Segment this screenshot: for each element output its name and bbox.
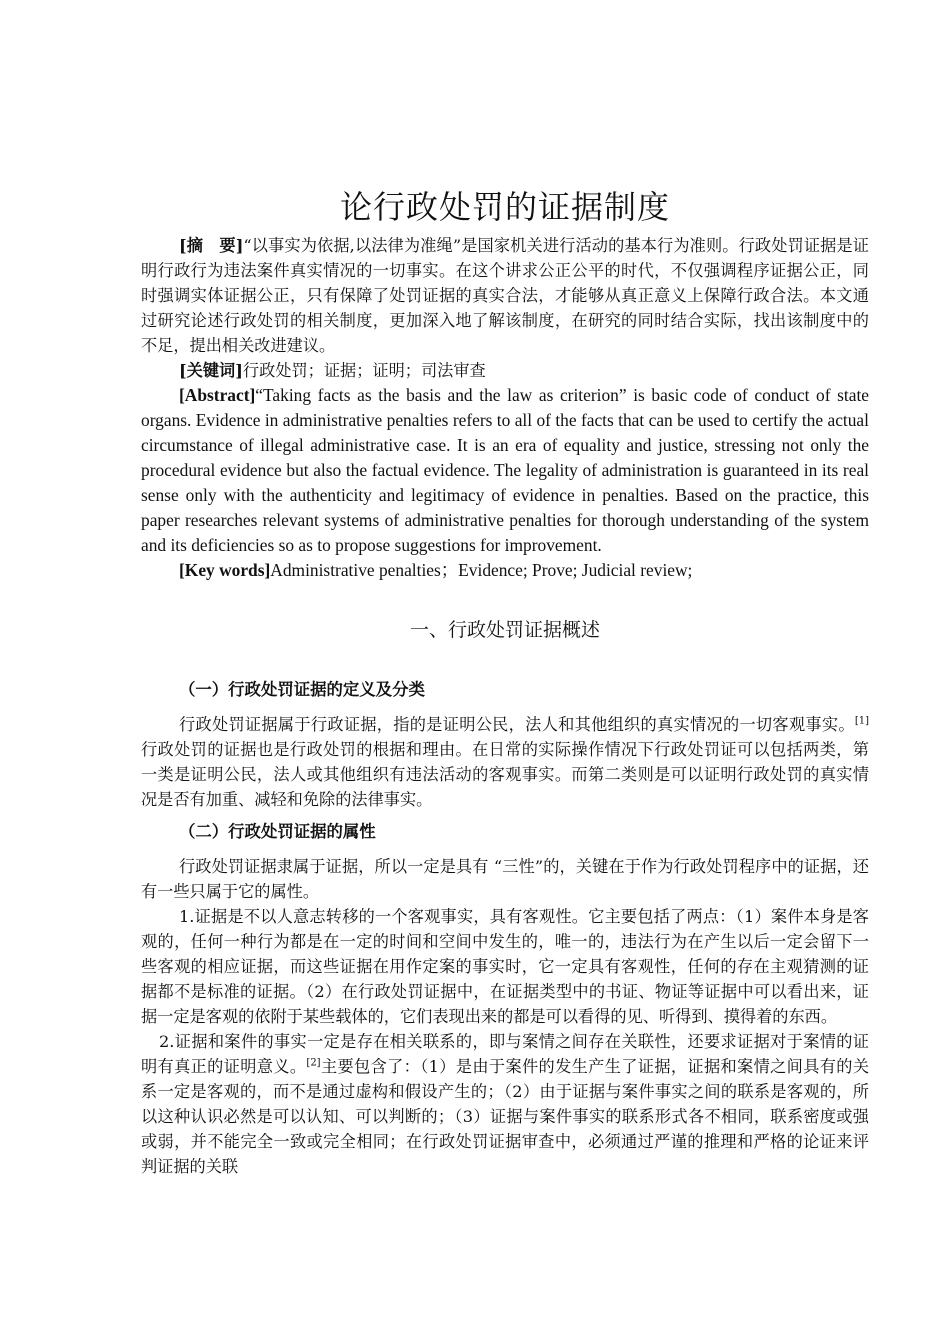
- abstract-cn: [141, 233, 869, 358]
- section-heading: 一、行政处罚证据概述: [409, 619, 600, 641]
- definition-text-b: 行政处罚的证据也是行政处罚的根据和理由。在日常的实际操作情况下行政处罚证可以包括两类，第一类是证明公民，法人或其他组织有违法活动的客观事实。而第二类则是可以证明行政处罚的真实情况是否有加重、减轻和免除的法律事实。: [141, 740, 869, 809]
- definition-paragraph: [141, 712, 869, 812]
- keywords-cn-label: [关键词]: [179, 361, 243, 380]
- keywords-en: [141, 558, 869, 583]
- citation-ref-1: [1]: [854, 715, 869, 727]
- keywords-en-label: [Key words]: [179, 560, 271, 580]
- attributes-paragraph-intro: 行政处罚证据隶属于证据，所以一定是具有 “三性”的，关键在于作为行政处罚程序中的证据，还有一些只属于它的属性。: [141, 857, 869, 901]
- subsection-heading-attributes: （二）行政处罚证据的属性: [179, 822, 376, 841]
- definition-text-a: 行政处罚证据属于行政证据，指的是证明公民，法人和其他组织的真实情况的一切客观事实。: [179, 715, 855, 734]
- keywords-cn: [141, 358, 869, 383]
- abstract-en-text: “Taking facts as the basis and the law as criterion” is basic code of conduct of state organs. Evidence in administrative penalties refers to all of the facts that can be used to certify the actual circumstance of illegal administrative case. It is an era of equality and justice, stressing not only the procedural evidence but also the factual evidence. The legality of administration is guaranteed in its real sense only with the authenticity and legitimacy of evidence in penalties. Based on the practice, this paper researches relevant systems of administrative penalties for thorough understanding of the system and its deficiencies so as to propose suggestions for improvement.: [141, 385, 869, 555]
- relevance-text-b: 主要包含了：（1）是由于案件的发生产生了证据，证据和案情之间具有的关系一定是客观的，而不是通过虚构和假设产生的；（2）由于证据与案件事实之间的联系是客观的，所以这种认识必然是可以认知、可以判断的；（3）证据与案件事实的联系形式各不相同，联系密度或强或弱，并不能完全一致或完全相同；在行政处罚证据审查中，必须通过严谨的推理和严格的论证来评判证据的关联: [141, 1057, 870, 1176]
- keywords-en-text: Administrative penalties；Evidence; Prove; Judicial review;: [270, 560, 693, 580]
- attributes-paragraph-objectivity: 1.证据是不以人意志转移的一个客观事实，具有客观性。它主要包括了两点：（1）案件本身是客观的，任何一种行为都是在一定的时间和空间中发生的，唯一的，违法行为在产生以后一定会留下一些客观的相应证据，而这些证据在用作定案的事实时，它一定具有客观性，任何的存在主观猜测的证据都不是标准的证据。（2）在行政处罚证据中，在证据类型中的书证、物证等证据中可以看出来，证据一定是客观的依附于某些载体的，它们表现出来的都是可以看得的见、听得到、摸得着的东西。: [141, 907, 869, 1026]
- abstract-cn-text: “以事实为依据,以法律为准绳”是国家机关进行活动的基本行为准则。行政处罚证据是证明行政行为违法案件真实情况的一切事实。在这个讲求公正公平的时代，不仅强调程序证据公正，同时强调实体证据公正，只有保障了处罚证据的真实合法，才能够从真正意义上保障行政合法。本文通过研究论述行政处罚的相关制度，更加深入地了解该制度，在研究的同时结合实际，找出该制度中的不足，提出相关改进建议。: [141, 236, 869, 355]
- paper-title: 论行政处罚的证据制度: [339, 188, 670, 226]
- abstract-cn-label: [摘 要]: [179, 236, 244, 255]
- attributes-paragraph-relevance: [141, 1029, 869, 1179]
- citation-ref-2: [2]: [306, 1057, 321, 1069]
- abstract-en: [141, 383, 869, 558]
- subsection-heading-definition: （一）行政处罚证据的定义及分类: [179, 680, 425, 699]
- abstract-en-label: [Abstract]: [179, 385, 256, 405]
- keywords-cn-text: 行政处罚；证据；证明；司法审查: [242, 361, 486, 380]
- document-page: [141, 183, 869, 1179]
- relevance-text-a: 2.证据和案件的事实一定是存在相关联系的，即与案情之间存在关联性，还要求证据对于案情的证明有真正的证明意义。: [141, 1032, 869, 1076]
